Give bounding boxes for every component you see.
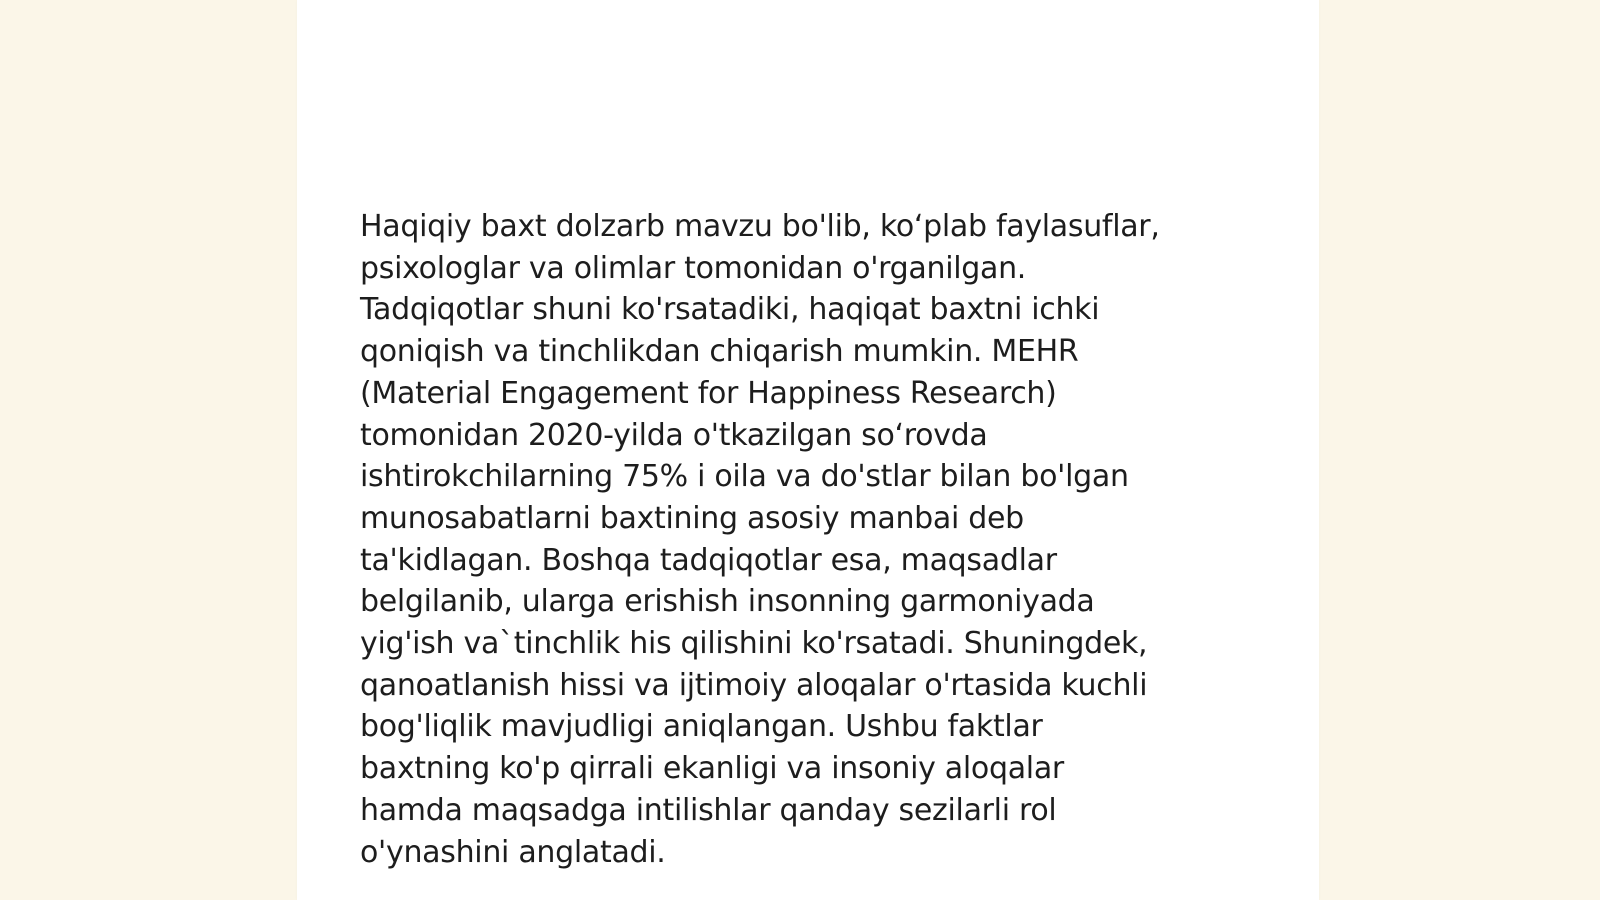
document-page <box>297 0 1319 900</box>
body-paragraph: Haqiqiy baxt dolzarb mavzu bo'lib, ko‘plab faylasuflar, psixologlar va olimlar tomonidan o'rganilgan. Tadqiqotlar shuni ko'rsatadiki, haqiqat baxtni ichki qoniqish va tinchlikdan chiqarish mumkin. MEHR (Material Engagement for Happiness Research) tomonidan 2020-yilda o'tkazilgan so‘rovda ishtirokchilarning 75% i oila va do'stlar bilan bo'lgan munosabatlarni baxtining asosiy manbai deb ta'kidlagan. Boshqa tadqiqotlar esa, maqsadlar belgilanib, ularga erishish insonning garmoniyada yig'ish va`tinchlik his qilishini ko'rsatadi. Shuningdek, qanoatlanish hissi va ijtimoiy aloqalar o'rtasida kuchli bog'liqlik mavjudligi aniqlangan. Ushbu faktlar baxtning ko'p qirrali ekanligi va insoniy aloqalar hamda maqsadga intilishlar qanday sezilarli rol o'ynashini anglatadi. <box>360 209 1160 870</box>
